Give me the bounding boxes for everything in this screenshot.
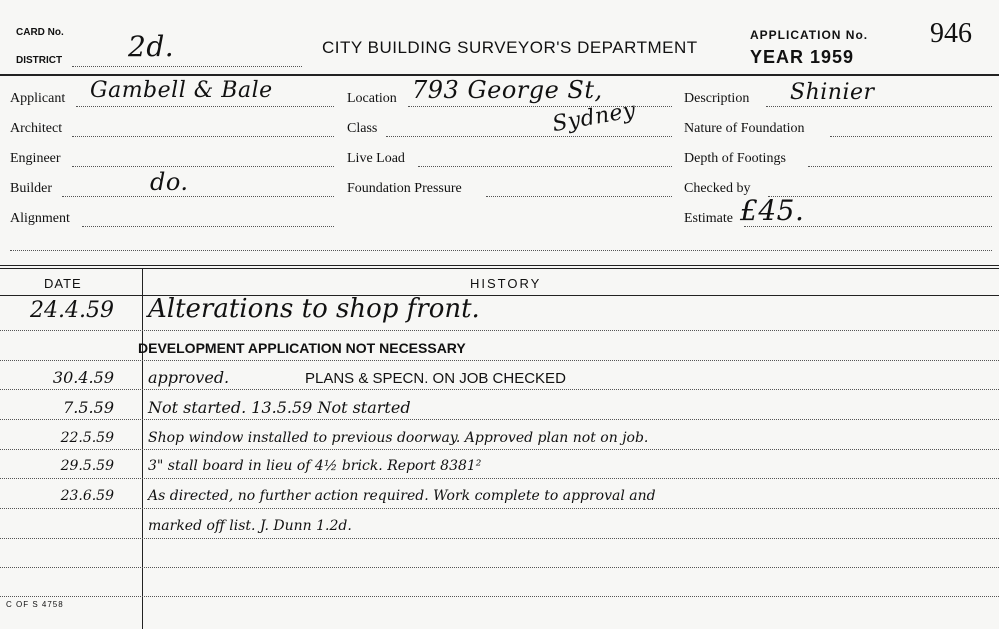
location-value-city: Sydney bbox=[550, 97, 638, 138]
history-entry bbox=[0, 396, 999, 424]
alignment-label: Alignment bbox=[10, 211, 70, 226]
history-line-2 bbox=[0, 360, 999, 361]
nature-of-foundation-label: Nature of Foundation bbox=[684, 121, 805, 136]
date-column-header: DATE bbox=[44, 276, 82, 291]
applicant-line bbox=[76, 106, 334, 107]
depth-of-footings-line bbox=[808, 166, 992, 167]
architect-line bbox=[72, 136, 334, 137]
live-load-label: Live Load bbox=[347, 151, 405, 166]
history-entry-text: 3" stall board in lieu of 4½ brick. Report 8381² bbox=[148, 458, 482, 474]
history-entry-text: Alterations to shop front. bbox=[148, 294, 480, 324]
history-line-10 bbox=[0, 596, 999, 597]
foundation-pressure-line bbox=[486, 196, 672, 197]
application-number: 946 bbox=[930, 18, 972, 49]
engineer-label: Engineer bbox=[10, 151, 61, 166]
history-top-rule bbox=[0, 265, 999, 266]
history-entry-date: 30.4.59 bbox=[52, 368, 114, 387]
engineer-line bbox=[72, 166, 334, 167]
depth-of-footings-label: Depth of Footings bbox=[684, 151, 786, 166]
department-title: CITY BUILDING SURVEYOR'S DEPARTMENT bbox=[322, 38, 698, 57]
location-value: 793 George St, bbox=[412, 76, 603, 104]
description-line bbox=[766, 106, 992, 107]
foundation-pressure-label: Foundation Pressure bbox=[347, 181, 462, 196]
estimate-line bbox=[744, 226, 992, 227]
history-entry bbox=[0, 486, 999, 514]
history-entry-date: 24.4.59 bbox=[30, 298, 114, 323]
alignment-line bbox=[82, 226, 334, 227]
history-top-rule-2 bbox=[0, 268, 999, 269]
builder-value: do. bbox=[150, 168, 189, 196]
year-label: YEAR 1959 bbox=[750, 47, 855, 67]
history-entry bbox=[0, 294, 999, 330]
history-entry-date: 29.5.59 bbox=[60, 458, 114, 474]
estimate-label: Estimate bbox=[684, 211, 733, 226]
history-entry-date: 22.5.59 bbox=[60, 430, 114, 446]
history-entry-text: As directed, no further action required. Work complete to approval and bbox=[148, 488, 656, 504]
history-entry bbox=[0, 456, 999, 484]
description-value: Shinier bbox=[790, 80, 875, 105]
history-entry-text: marked off list. J. Dunn 1.2d. bbox=[148, 518, 352, 534]
nature-of-foundation-line bbox=[830, 136, 992, 137]
stamp-plans-checked: PLANS & SPECN. ON JOB CHECKED bbox=[305, 370, 566, 387]
history-entry-text: Shop window installed to previous doorway. Approved plan not on job. bbox=[148, 430, 649, 446]
location-label: Location bbox=[347, 91, 397, 106]
history-entry-date: 23.6.59 bbox=[60, 488, 114, 504]
history-line-9 bbox=[0, 567, 999, 568]
checked-by-label: Checked by bbox=[684, 181, 751, 196]
history-entry bbox=[0, 428, 999, 456]
form-code: C OF S 4758 bbox=[6, 600, 64, 609]
description-label: Description bbox=[684, 91, 750, 106]
applicant-label: Applicant bbox=[10, 91, 66, 106]
builder-label: Builder bbox=[10, 181, 52, 196]
applicant-value: Gambell & Bale bbox=[90, 78, 273, 103]
architect-label: Architect bbox=[10, 121, 63, 136]
card-no-label: CARD No. bbox=[16, 27, 64, 38]
estimate-value: £45. bbox=[740, 194, 805, 227]
district-label: DISTRICT bbox=[16, 55, 63, 66]
live-load-line bbox=[418, 166, 672, 167]
history-entry-text: approved. bbox=[148, 368, 230, 387]
fields-bottom-line bbox=[10, 250, 992, 251]
stamp-da-not-necessary: DEVELOPMENT APPLICATION NOT NECESSARY bbox=[138, 340, 466, 356]
history-entry-date: 7.5.59 bbox=[63, 398, 114, 417]
class-line bbox=[386, 136, 672, 137]
history-line-1 bbox=[0, 330, 999, 331]
application-label: APPLICATION No. bbox=[750, 28, 869, 42]
district-value: 2d. bbox=[128, 30, 175, 63]
builder-line bbox=[62, 196, 334, 197]
history-entry bbox=[0, 516, 999, 544]
history-entry-text: Not started. 13.5.59 Not started bbox=[148, 398, 411, 417]
location-line bbox=[408, 106, 672, 107]
class-label: Class bbox=[347, 121, 378, 136]
district-line bbox=[72, 66, 302, 67]
history-column-header: HISTORY bbox=[470, 276, 542, 291]
